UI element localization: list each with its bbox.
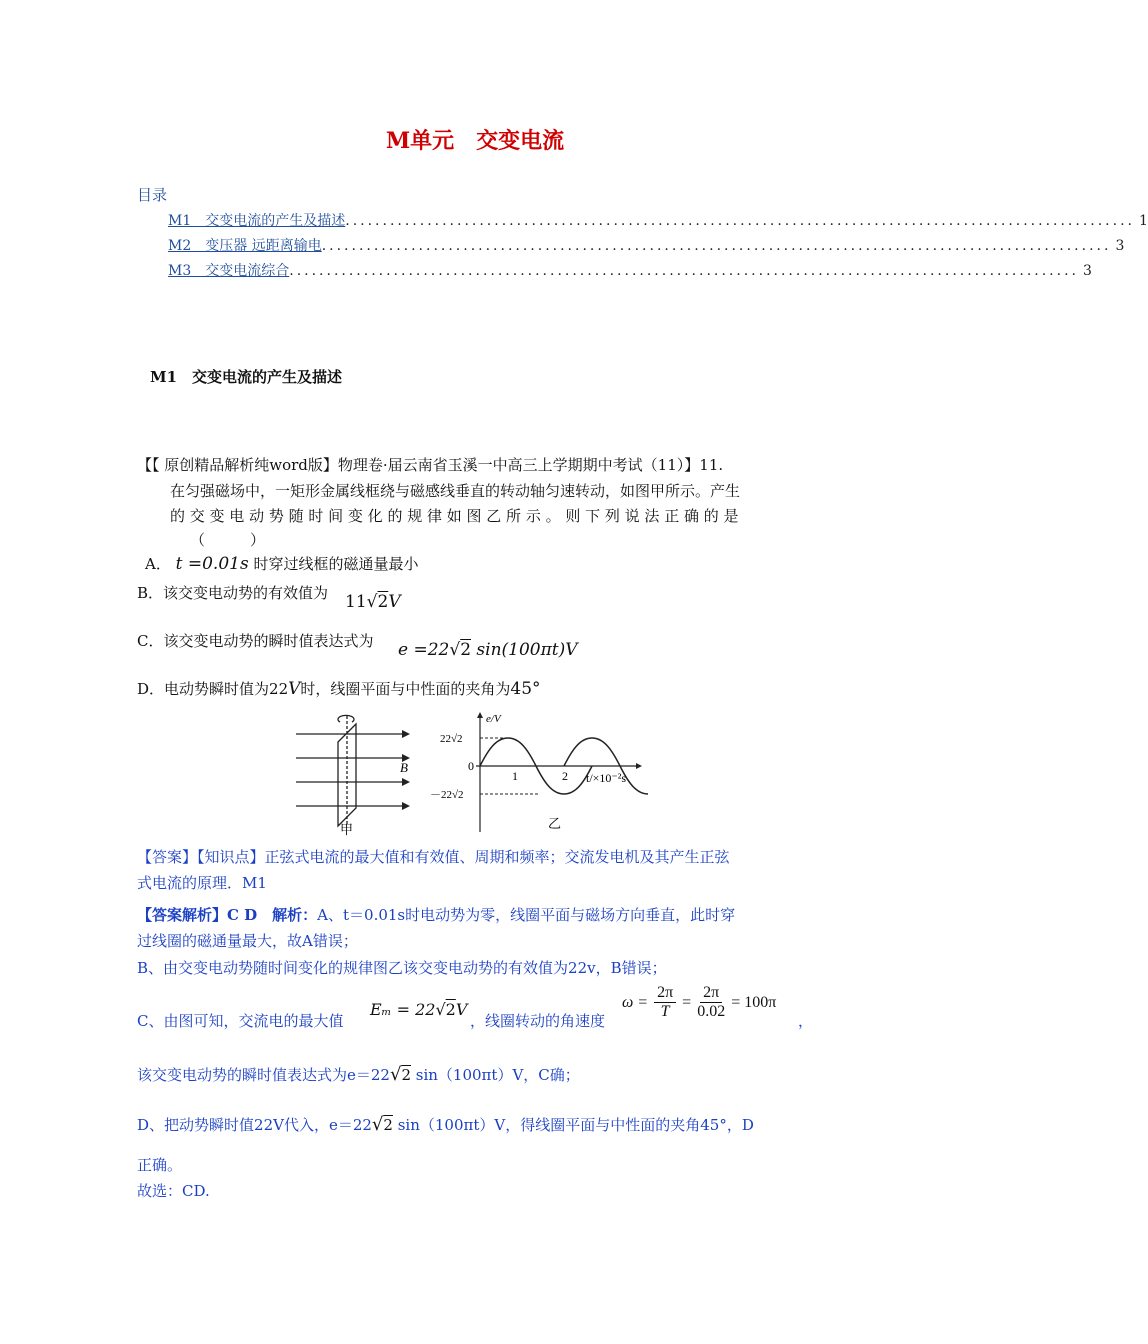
explanation-c-text2: ，线圈转动的角速度 (470, 1012, 606, 1030)
toc-page-number: 1 (1138, 213, 1148, 229)
option-b-math: 11√2V (345, 592, 401, 612)
option-d-text-1: D．电动势瞬时值为22 (137, 680, 289, 698)
question-stem-line2: 的 交 变 电 动 势 随 时 间 变 化 的 规 律 如 图 乙 所 示 。 则 下 列 说 法 正 确 的 是 (170, 507, 739, 525)
toc-entry-m2[interactable] (168, 235, 1125, 255)
fraction: $\frac{2\pi}{T}$ (654, 984, 676, 1021)
toc-leader-dots: .......................................................................................................... (345, 213, 1135, 229)
explanation-b: B、由交变电动势随时间变化的规律图乙该交变电动势的有效值为22v，B错误； (137, 959, 667, 977)
section-heading: M1 交变电流的产生及描述 (150, 368, 343, 386)
toc-entry-m1[interactable] (168, 210, 1148, 230)
question-source: 【【 原创精品解析纯word版】物理卷·届云南省玉溪一中高三上学期期中考试（11）】11. (137, 456, 724, 474)
toc-entry-m3[interactable] (168, 260, 1092, 280)
arrow-icon (402, 802, 410, 810)
option-a-text: 时穿过线框的磁通量最小 (253, 555, 419, 573)
explanation-head: 【答案解析】C D 解析： (137, 906, 318, 924)
arrow-icon (402, 778, 410, 786)
toc-page-number: 3 (1082, 263, 1092, 279)
explanation-d: D、把动势瞬时值22V代入，e＝22√2 sin（100πt）V，得线圈平面与中性面的夹角45°，D (137, 1114, 754, 1135)
field-label-b: B (400, 760, 408, 775)
explanation-c-max-value: Eₘ = 22√2V (370, 1000, 468, 1019)
answer-blank: （ ） (190, 531, 266, 549)
x-tick-label: 2 (562, 769, 568, 783)
explanation-a-part1: A、t＝0.01s时电动势为零，线圈平面与磁场方向垂直，此时穿 (317, 906, 736, 924)
explanation-c-comma: ， (798, 1012, 814, 1030)
toc-heading: 目录 (137, 186, 168, 204)
fraction: $\frac{2\pi}{0.02}$ (697, 984, 726, 1020)
x-tick-label: 1 (512, 769, 518, 783)
toc-page-number: 3 (1115, 238, 1125, 254)
figure-b-graph (430, 712, 648, 832)
toc-leader-dots: .......................................................................................................... (289, 263, 1079, 279)
option-a (145, 551, 418, 577)
figure-b-label: 乙 (548, 817, 562, 832)
toc-leader-dots: .......................................................................................................... (321, 238, 1112, 254)
explanation-a-part2: 过线圈的磁通量最大，故A错误； (137, 932, 358, 950)
question-figure (290, 710, 670, 838)
final-choice: 故选：CD. (137, 1182, 210, 1200)
option-d (137, 676, 541, 702)
toc-link[interactable]: M3 交变电流综合 (168, 263, 290, 279)
option-c-math: e =22√2 sin(100πt)V (398, 640, 578, 660)
figure-a-generator (296, 715, 410, 838)
question-stem-line1: 在匀强磁场中，一矩形金属线框绕与磁感线垂直的转动轴匀速转动，如图甲所示。产生 (170, 482, 741, 500)
explanation-d-end: 正确。 (137, 1156, 183, 1174)
y-min-label: －22√2 (430, 789, 464, 801)
explanation-line1 (137, 902, 735, 928)
toc-link[interactable]: M1 交变电流的产生及描述 (168, 213, 346, 229)
coil-frame (338, 724, 356, 826)
option-a-math: t =0.01s (175, 554, 249, 574)
y-max-label: 22√2 (440, 733, 463, 745)
toc-link[interactable]: M2 变压器 远距离输电 (168, 238, 322, 254)
origin-label: 0 (468, 759, 474, 773)
rotation-arrow-icon (338, 715, 354, 722)
option-b-text: B．该交变电动势的有效值为 (137, 584, 329, 602)
explanation-c-omega: ω = $\frac{2\pi}{T}$ = $\frac{2\pi}{0.02}$ = 100π (622, 984, 777, 1020)
page-title: M单元 交变电流 (385, 128, 565, 154)
answer-line1: 【答案】【知识点】正弦式电流的最大值和有效值、周期和频率；交流发电机及其产生正弦 (137, 848, 730, 866)
explanation-c-text: C、由图可知，交流电的最大值 (137, 1012, 344, 1030)
option-d-math: V (288, 679, 301, 699)
x-axis-label: t/×10⁻²s (586, 771, 627, 785)
answer-line2: 式电流的原理．M1 (137, 874, 267, 892)
option-c-text: C．该交变电动势的瞬时值表达式为 (137, 632, 374, 650)
y-axis-label: e/V (486, 713, 501, 725)
arrow-icon (402, 730, 410, 738)
x-axis-arrow-icon (636, 763, 642, 769)
explanation-c-expression: 该交变电动势的瞬时值表达式为e＝22√2 sin（100πt）V，C确； (137, 1064, 580, 1085)
figure-a-label: 甲 (340, 823, 354, 838)
option-d-angle: 45° (510, 679, 541, 699)
option-a-prefix: A． (145, 555, 171, 573)
option-d-text-2: 时，线圈平面与中性面的夹角为 (300, 680, 511, 698)
y-axis-arrow-icon (477, 712, 483, 718)
